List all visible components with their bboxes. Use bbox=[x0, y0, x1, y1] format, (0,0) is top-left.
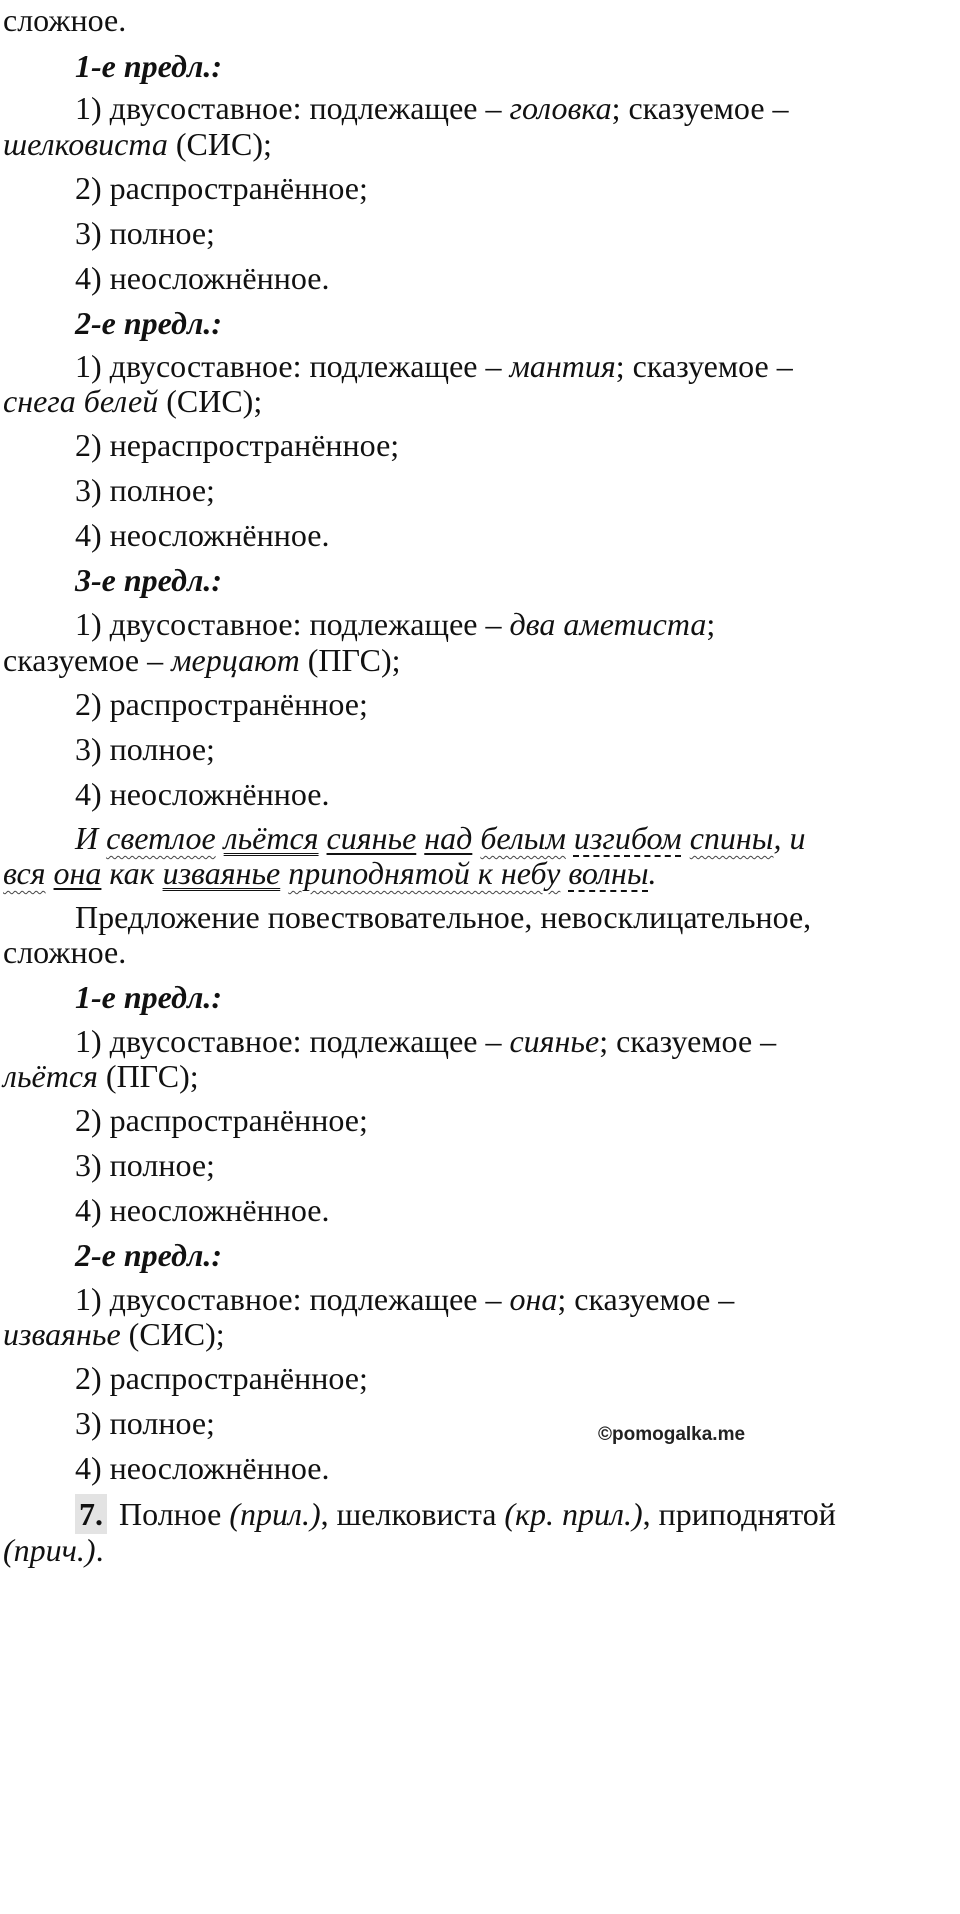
word-subject: она bbox=[53, 855, 102, 891]
s1-item-1-line2: шелковиста (СИС); bbox=[3, 126, 272, 162]
s1-item-3: 3) полное; bbox=[75, 215, 215, 251]
subject-word: сиянье bbox=[509, 1023, 600, 1059]
s2-item-1-line2: снега белей (СИС); bbox=[3, 383, 263, 419]
subject-word: она bbox=[509, 1281, 558, 1317]
task-number: 7. bbox=[75, 1494, 107, 1534]
watermark: ©pomogalka.me bbox=[598, 1424, 746, 1445]
p2-s1-item-3: 3) полное; bbox=[75, 1147, 215, 1183]
p2-s1-item-1-line2: льётся (ПГС); bbox=[3, 1058, 199, 1094]
parsed-sentence-line2: вся она как изваянье приподнятой к небу волны. bbox=[3, 855, 657, 891]
p2-s1-item-1-line1: 1) двусоставное: подлежащее – сиянье; сказуемое – bbox=[75, 1023, 777, 1059]
predicate-word: снега белей bbox=[3, 383, 159, 419]
p2-s2-item-1-line2: изваянье (СИС); bbox=[3, 1316, 225, 1352]
word-preposition: над bbox=[424, 820, 473, 856]
s1-item-4: 4) неосложнённое. bbox=[75, 260, 330, 296]
word-predicate: изваянье bbox=[162, 855, 281, 891]
s1-item-1-line1: 1) двусоставное: подлежащее – головка; сказуемое – bbox=[75, 90, 789, 126]
word: как bbox=[109, 855, 155, 891]
s2-item-3: 3) полное; bbox=[75, 472, 215, 508]
paragraph-end-line: сложное. bbox=[3, 2, 127, 38]
subject-word: головка bbox=[509, 90, 612, 126]
word-attribute: приподнятой к небу bbox=[288, 855, 561, 891]
sentence-2-header: 2-е предл.: bbox=[75, 1237, 223, 1273]
predicate-word: мерцают bbox=[171, 642, 300, 678]
predicate-word: шелковиста bbox=[3, 126, 168, 162]
word-attribute: светлое bbox=[106, 820, 216, 856]
task-7-line2: (прич.). bbox=[3, 1532, 104, 1568]
word-subject: сиянье bbox=[326, 820, 417, 856]
parsed-sentence-line1: И светлое льётся сиянье над белым изгибом спины, и bbox=[75, 820, 806, 856]
word-object: волны bbox=[568, 855, 649, 891]
sentence-1-header: 1-е предл.: bbox=[75, 48, 223, 84]
s3-item-4: 4) неосложнённое. bbox=[75, 776, 330, 812]
s1-item-2: 2) распространённое; bbox=[75, 170, 368, 206]
description-line2: сложное. bbox=[3, 934, 127, 970]
s3-item-3: 3) полное; bbox=[75, 731, 215, 767]
s3-item-2: 2) распространённое; bbox=[75, 686, 368, 722]
p2-s2-item-4: 4) неосложнённое. bbox=[75, 1450, 330, 1486]
predicate-word: изваянье bbox=[3, 1316, 121, 1352]
p2-s2-item-3: 3) полное; bbox=[75, 1405, 215, 1441]
sentence-1-header: 1-е предл.: bbox=[75, 979, 223, 1015]
word-object: изгибом bbox=[573, 820, 682, 856]
s3-item-1-line2: сказуемое – мерцают (ПГС); bbox=[3, 642, 401, 678]
subject-word: два аметиста bbox=[509, 606, 707, 642]
s2-item-2: 2) нераспространённое; bbox=[75, 427, 400, 463]
p2-s1-item-2: 2) распространённое; bbox=[75, 1102, 368, 1138]
s2-item-1-line1: 1) двусоставное: подлежащее – мантия; сказуемое – bbox=[75, 348, 793, 384]
s3-item-1-line1: 1) двусоставное: подлежащее – два аметиста; bbox=[75, 606, 716, 642]
predicate-word: льётся bbox=[3, 1058, 98, 1094]
p2-s2-item-2: 2) распространённое; bbox=[75, 1360, 368, 1396]
subject-word: мантия bbox=[509, 348, 616, 384]
sentence-3-header: 3-е предл.: bbox=[75, 562, 223, 598]
word-attribute: вся bbox=[3, 855, 46, 891]
description-line1: Предложение повествовательное, невосклицательное, bbox=[75, 899, 812, 935]
word-attribute: спины bbox=[689, 820, 774, 856]
word: И bbox=[75, 820, 99, 856]
p2-s2-item-1-line1: 1) двусоставное: подлежащее – она; сказуемое – bbox=[75, 1281, 735, 1317]
word-attribute: белым bbox=[480, 820, 566, 856]
word-predicate: льётся bbox=[223, 820, 319, 856]
sentence-2-header: 2-е предл.: bbox=[75, 305, 223, 341]
task-7-line1: 7. Полное (прил.), шелковиста (кр. прил.), приподнятой bbox=[75, 1494, 836, 1534]
s2-item-4: 4) неосложнённое. bbox=[75, 517, 330, 553]
p2-s1-item-4: 4) неосложнённое. bbox=[75, 1192, 330, 1228]
